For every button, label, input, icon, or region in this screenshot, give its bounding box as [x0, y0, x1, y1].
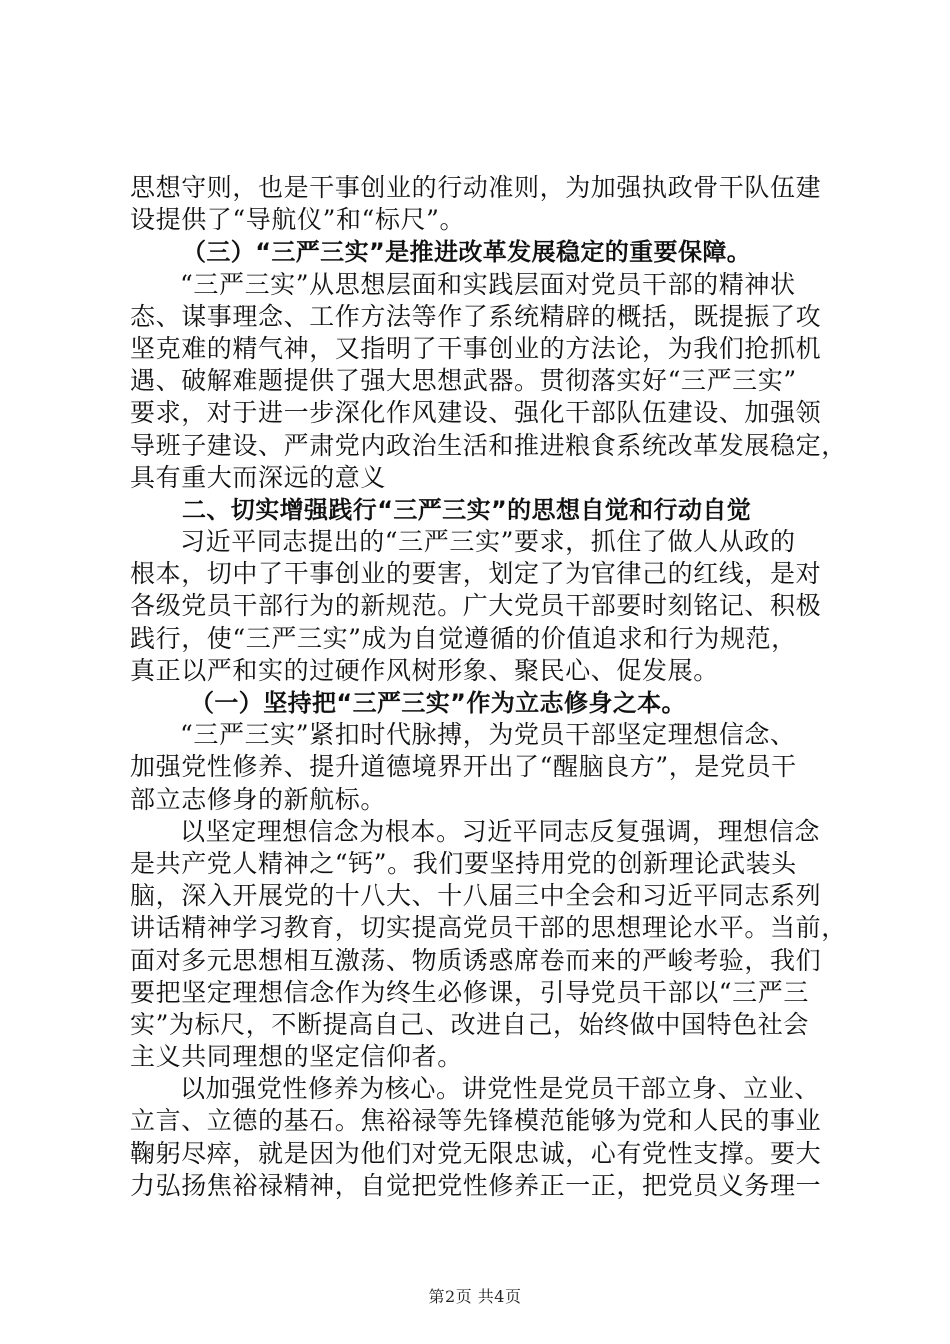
document-body	[130, 172, 847, 1202]
section-heading: （三）“三严三实”是推进改革发展稳定的重要保障。	[182, 238, 752, 267]
text-line: 具有重大而深远的意义	[130, 462, 387, 492]
text-line: 讲话精神学习教育，切实提高党员干部的思想理论水平。当前，	[130, 913, 847, 943]
text-line: 导班子建设、严肃党内政治生活和推进粮食系统改革发展稳定，	[130, 430, 847, 460]
text-line: 鞠躬尽瘁，就是因为他们对党无限忠诚，心有党性支撑。要大	[130, 1138, 822, 1168]
text-line: 习近平同志提出的“三严三实”要求，抓住了做人从政的	[180, 527, 796, 557]
text-line: 各级党员干部行为的新规范。广大党员干部要时刻铭记、积极	[130, 591, 822, 621]
text-line: 真正以严和实的过硬作风树形象、聚民心、促发展。	[130, 655, 719, 685]
text-line: 以加强党性修养为核心。讲党性是党员干部立身、立业、	[180, 1074, 821, 1104]
text-line: 面对多元思想相互激荡、物质诱惑席卷而来的严峻考验，我们	[130, 945, 822, 975]
text-line: 加强党性修养、提升道德境界开出了“醒脑良方”，是党员干	[130, 752, 797, 782]
text-line: 脑，深入开展党的十八大、十八届三中全会和习近平同志系列	[130, 881, 822, 911]
text-line: 践行，使“三严三实”成为自觉遵循的价值追求和行为规范，	[130, 623, 797, 653]
text-line: 主义共同理想的坚定信仰者。	[130, 1042, 463, 1072]
text-line: “三严三实”紧扣时代脉搏，为党员干部坚定理想信念、	[180, 720, 796, 750]
text-line: 以坚定理想信念为根本。习近平同志反复强调，理想信念	[180, 816, 821, 846]
text-line: 思想守则，也是干事创业的行动准则，为加强执政骨干队伍建	[130, 173, 822, 202]
text-line: 坚克难的精气神，又指明了干事创业的方法论，为我们抢抓机	[130, 333, 822, 363]
text-line: 设提供了“导航仪”和“标尺”。	[130, 205, 466, 235]
text-line: 是共产党人精神之“钙”。我们要坚持用党的创新理论武装头	[130, 848, 797, 878]
text-line: 态、谋事理念、工作方法等作了系统精辟的概括，既提振了攻	[130, 301, 822, 331]
section-heading: （一）坚持把“三严三实”作为立志修身之本。	[190, 689, 686, 717]
text-line: 立言、立德的基石。焦裕禄等先锋模范能够为党和人民的事业	[130, 1106, 822, 1136]
text-line: 部立志修身的新航标。	[130, 784, 387, 814]
page-number-footer: 第2页 共4页	[428, 1287, 522, 1306]
text-line: 要求，对于进一步深化作风建设、强化干部队伍建设、加强领	[130, 398, 822, 428]
section-heading: 二、切实增强践行“三严三实”的思想自觉和行动自觉	[182, 495, 752, 524]
text-line: 力弘扬焦裕禄精神，自觉把党性修养正一正，把党员义务理一	[130, 1170, 822, 1200]
text-line: 要把坚定理想信念作为终生必修课，引导党员干部以“三严三	[130, 977, 809, 1007]
text-line: 根本，切中了干事创业的要害，划定了为官律己的红线，是对	[130, 559, 822, 589]
text-line: 遇、破解难题提供了强大思想武器。贯彻落实好“三严三实”	[130, 366, 797, 396]
text-line: “三严三实”从思想层面和实践层面对党员干部的精神状	[180, 269, 796, 299]
text-line: 实”为标尺，不断提高自己、改进自己，始终做中国特色社会	[130, 1009, 809, 1039]
